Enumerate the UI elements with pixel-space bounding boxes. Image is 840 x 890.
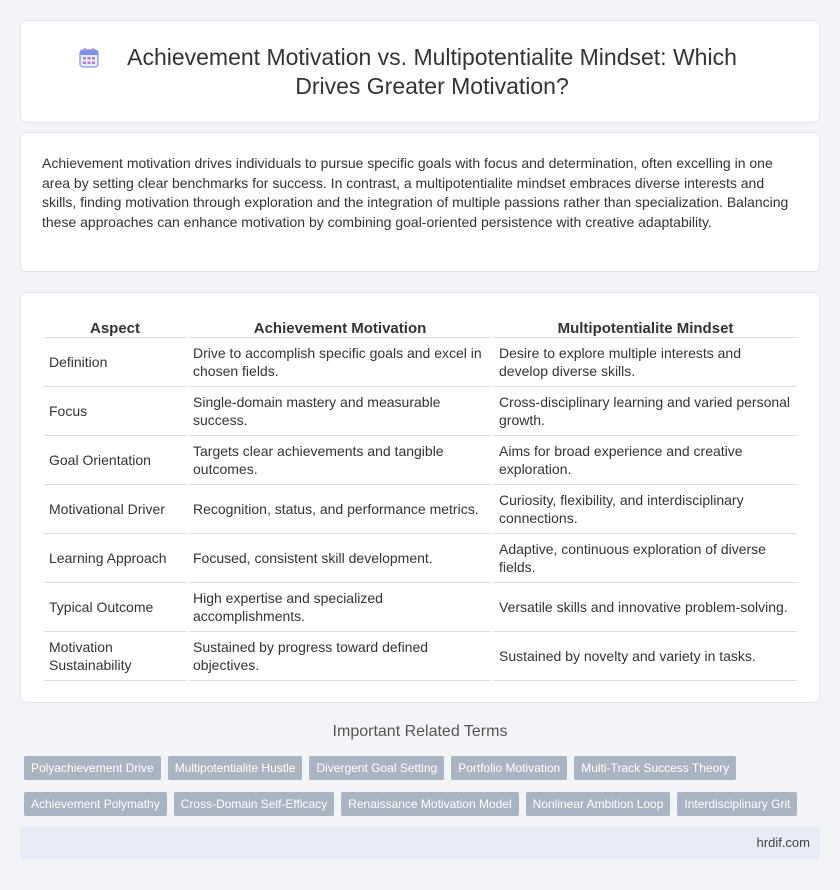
cell-aspect: Motivation Sustainability (44, 632, 186, 681)
tag-link[interactable]: Nonlinear Ambition Loop (526, 792, 671, 816)
comparison-table (42, 315, 799, 681)
cell-achievement: Sustained by progress toward defined objectives. (188, 632, 492, 681)
table-row (44, 436, 797, 485)
tag-link[interactable]: Portfolio Motivation (451, 756, 567, 780)
cell-achievement: Focused, consistent skill development. (188, 534, 492, 583)
table-row (44, 583, 797, 632)
table-row (44, 632, 797, 681)
header-aspect: Aspect (44, 315, 186, 338)
tag-link[interactable]: Interdisciplinary Grit (677, 792, 797, 816)
cell-multipotentialite: Versatile skills and innovative problem-solving. (494, 583, 797, 632)
cell-aspect: Motivational Driver (44, 485, 186, 534)
tag-link[interactable]: Polyachievement Drive (24, 756, 161, 780)
header-multipotentialite: Multipotentialite Mindset (494, 315, 797, 338)
cell-multipotentialite: Sustained by novelty and variety in tasks. (494, 632, 797, 681)
tag-link[interactable]: Multi-Track Success Theory (574, 756, 736, 780)
cell-multipotentialite: Cross-disciplinary learning and varied personal growth. (494, 387, 797, 436)
tag-row (24, 792, 824, 816)
intro-paragraph: Achievement motivation drives individuals to pursue specific goals with focus and determination, often excelling in one area by setting clear benchmarks for success. In contrast, a multipotentialite mindset embraces diverse interests and skills, finding motivation through exploration and the integration of multiple passions rather than specialization. Balancing these approaches can enhance motivation by combining goal-oriented persistence with creative adaptability. (42, 155, 789, 231)
title-card (20, 20, 820, 123)
footer-site-link[interactable]: hrdif.com (756, 835, 810, 850)
tag-link[interactable]: Divergent Goal Setting (309, 756, 444, 780)
cell-achievement: Single-domain mastery and measurable success. (188, 387, 492, 436)
footer (20, 826, 820, 859)
table-row (44, 338, 797, 387)
related-terms-heading: Important Related Terms (332, 723, 508, 740)
cell-multipotentialite: Desire to explore multiple interests and develop diverse skills. (494, 338, 797, 387)
tag-link[interactable]: Achievement Polymathy (24, 792, 167, 816)
tag-link[interactable]: Renaissance Motivation Model (341, 792, 518, 816)
cell-aspect: Goal Orientation (44, 436, 186, 485)
cell-achievement: Recognition, status, and performance metrics. (188, 485, 492, 534)
cell-aspect: Focus (44, 387, 186, 436)
cell-multipotentialite: Curiosity, flexibility, and interdisciplinary connections. (494, 485, 797, 534)
cell-aspect: Typical Outcome (44, 583, 186, 632)
tag-link[interactable]: Cross-Domain Self-Efficacy (174, 792, 334, 816)
cell-aspect: Definition (44, 338, 186, 387)
related-terms-tags (24, 756, 824, 828)
tag-row (24, 756, 824, 780)
cell-aspect: Learning Approach (44, 534, 186, 583)
page-title: Achievement Motivation vs. Multipotentialite Mindset: Which Drives Greater Motivation? (127, 44, 737, 99)
intro-card (20, 132, 820, 272)
comparison-table-card (20, 292, 820, 703)
table-row (44, 387, 797, 436)
cell-multipotentialite: Aims for broad experience and creative exploration. (494, 436, 797, 485)
cell-multipotentialite: Adaptive, continuous exploration of diverse fields. (494, 534, 797, 583)
cell-achievement: High expertise and specialized accomplishments. (188, 583, 492, 632)
tag-link[interactable]: Multipotentialite Hustle (168, 756, 303, 780)
header-achievement: Achievement Motivation (188, 315, 492, 338)
table-row (44, 485, 797, 534)
table-header-row (44, 315, 797, 338)
cell-achievement: Targets clear achievements and tangible outcomes. (188, 436, 492, 485)
table-row (44, 534, 797, 583)
cell-achievement: Drive to accomplish specific goals and excel in chosen fields. (188, 338, 492, 387)
